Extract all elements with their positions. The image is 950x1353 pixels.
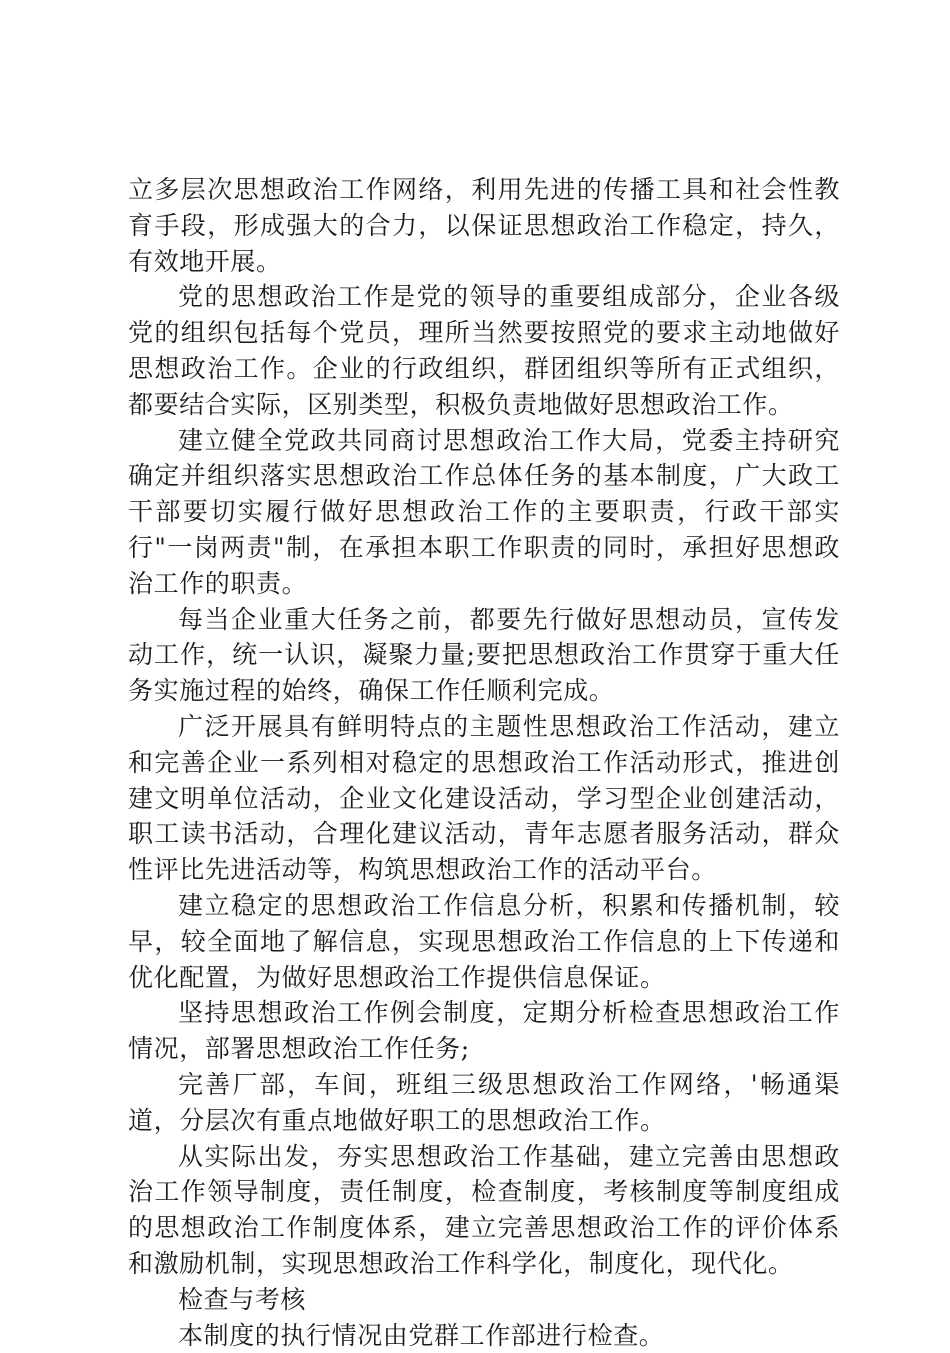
paragraph-5: 广泛开展具有鲜明特点的主题性思想政治工作活动，建立和完善企业一系列相对稳定的思想政治工作活动形式，推进创建文明单位活动，企业文化建设活动，学习型企业创建活动，职工读书活动，合理化建议活动，青年志愿者服务活动，群众性评比先进活动等，构筑思想政治工作的活动平台。 [128,709,840,888]
paragraph-10: 本制度的执行情况由党群工作部进行检查。 [128,1318,840,1353]
paragraph-9: 从实际出发，夯实思想政治工作基础，建立完善由思想政治工作领导制度，责任制度，检查制度，考核制度等制度组成的思想政治工作制度体系，建立完善思想政治工作的评价体系和激励机制，实现思想政治工作科学化，制度化，现代化。 [128,1139,840,1282]
paragraph-8: 完善厂部，车间，班组三级思想政治工作网络，'畅通渠道，分层次有重点地做好职工的思想政治工作。 [128,1067,840,1139]
paragraph-7: 坚持思想政治工作例会制度，定期分析检查思想政治工作情况，部署思想政治工作任务; [128,995,840,1067]
paragraph-3: 建立健全党政共同商讨思想政治工作大局，党委主持研究确定并组织落实思想政治工作总体任务的基本制度，广大政工干部要切实履行做好思想政治工作的主要职责，行政干部实行"一岗两责"制，在承担本职工作职责的同时，承担好思想政治工作的职责。 [128,423,840,602]
paragraph-1: 立多层次思想政治工作网络，利用先进的传播工具和社会性教育手段，形成强大的合力，以保证思想政治工作稳定，持久，有效地开展。 [128,172,840,279]
paragraph-4: 每当企业重大任务之前，都要先行做好思想动员，宣传发动工作，统一认识，凝聚力量;要把思想政治工作贯穿于重大任务实施过程的始终，确保工作任顺利完成。 [128,602,840,709]
document-body [128,172,840,1353]
paragraph-6: 建立稳定的思想政治工作信息分析，积累和传播机制，较早，较全面地了解信息，实现思想政治工作信息的上下传递和优化配置，为做好思想政治工作提供信息保证。 [128,888,840,995]
section-heading: 检查与考核 [128,1282,840,1318]
paragraph-2: 党的思想政治工作是党的领导的重要组成部分，企业各级党的组织包括每个党员，理所当然要按照党的要求主动地做好思想政治工作。企业的行政组织，群团组织等所有正式组织，都要结合实际，区别类型，积极负责地做好思想政治工作。 [128,279,840,422]
